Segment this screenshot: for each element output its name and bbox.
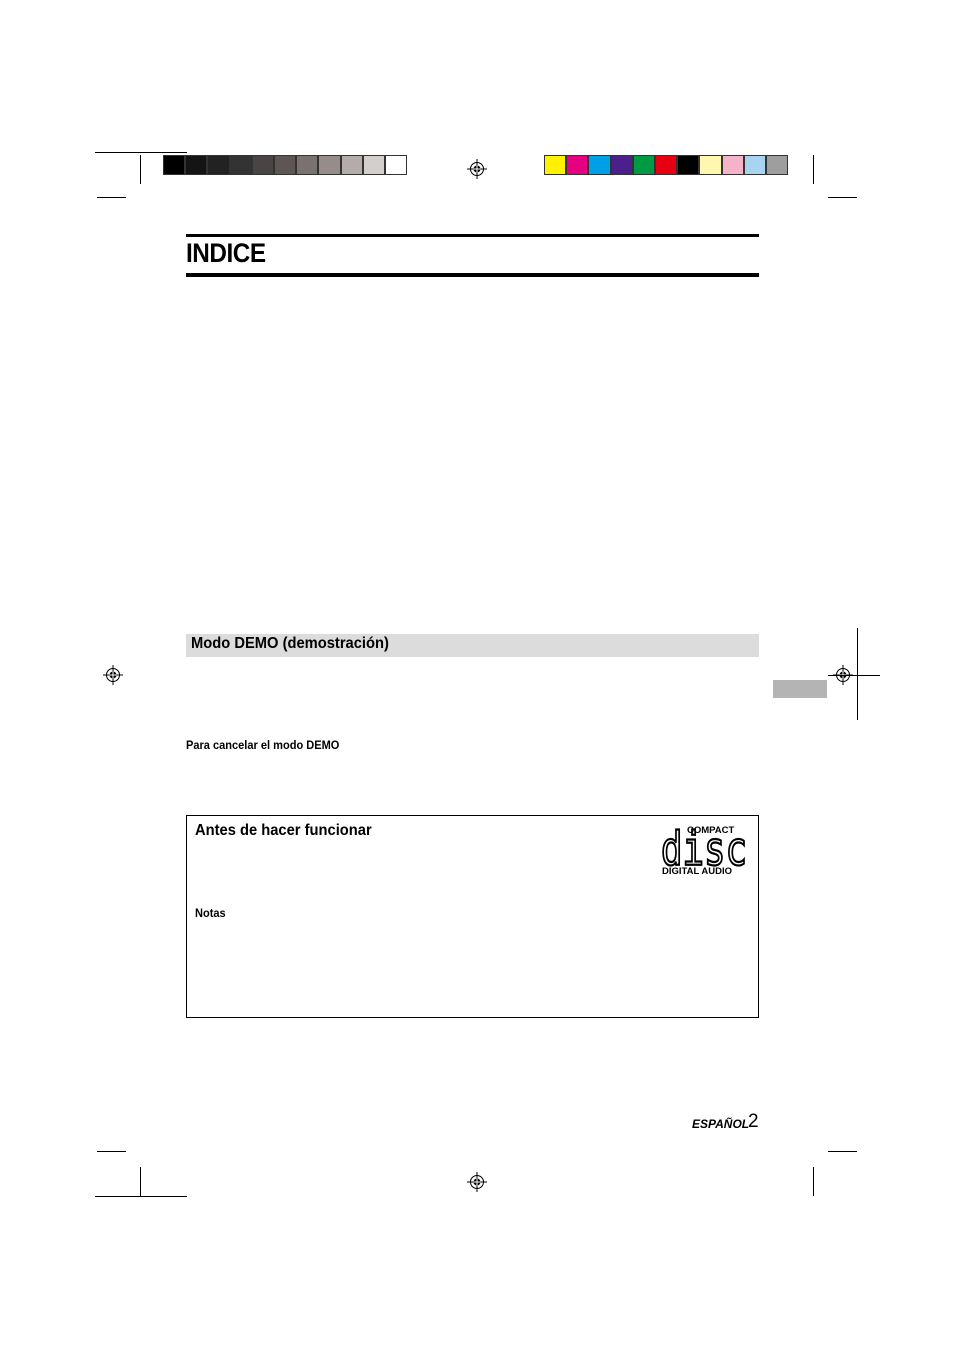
disc-logo-icon (660, 826, 748, 868)
crop-mark-bottom-left-h (97, 1151, 126, 1152)
color-swatch (544, 155, 566, 175)
box-title: Antes de hacer funcionar (195, 822, 372, 839)
crop-mark-top-left-v (140, 155, 141, 184)
color-swatch (230, 155, 252, 175)
color-swatch (185, 155, 207, 175)
registration-line-right (828, 675, 880, 676)
color-swatch (611, 155, 633, 175)
logo-bottom-text: DIGITAL AUDIO (662, 866, 733, 877)
color-swatch (207, 155, 229, 175)
crop-mark-bottom-left-h2 (95, 1196, 187, 1197)
color-swatch (341, 155, 363, 175)
crop-mark-bottom-right-h (828, 1151, 857, 1152)
color-swatch (318, 155, 340, 175)
color-swatch (163, 155, 185, 175)
registration-mark-icon (467, 1172, 487, 1192)
color-swatch (385, 155, 407, 175)
crop-mark-top-right-v (813, 155, 814, 184)
crop-mark-top-left-h2 (97, 197, 126, 198)
color-swatch (699, 155, 721, 175)
color-swatch (766, 155, 788, 175)
color-swatch (722, 155, 744, 175)
crop-mark-bottom-left-v (140, 1167, 141, 1196)
registration-mark-icon (103, 665, 123, 685)
footer-page-number: 2 (748, 1111, 759, 1132)
cancel-demo-subheading: Para cancelar el modo DEMO (186, 738, 340, 752)
title-rule-bottom (186, 273, 759, 277)
crop-mark-bottom-right-v (813, 1167, 814, 1196)
color-swatch (274, 155, 296, 175)
color-swatch (655, 155, 677, 175)
compact-disc-logo (660, 824, 748, 878)
color-swatch (363, 155, 385, 175)
page-title: INDICE (186, 238, 266, 268)
logo-top-text: COMPACT (687, 825, 735, 836)
color-swatch (252, 155, 274, 175)
color-swatch (744, 155, 766, 175)
color-swatch (677, 155, 699, 175)
color-swatch (566, 155, 588, 175)
footer-language: ESPAÑOL (692, 1117, 750, 1131)
side-index-tab (773, 680, 827, 698)
color-swatch (633, 155, 655, 175)
title-rule-top (186, 234, 759, 237)
fold-line-right (857, 628, 858, 720)
crop-mark-top-left-h (95, 152, 187, 153)
logo-main-text: disc (661, 826, 747, 868)
registration-mark-icon (467, 159, 487, 179)
crop-mark-top-right-h (828, 197, 857, 198)
section-heading-bar (186, 634, 759, 657)
notes-label: Notas (195, 906, 226, 920)
color-swatch (588, 155, 610, 175)
color-swatch (296, 155, 318, 175)
section-heading: Modo DEMO (demostración) (191, 635, 389, 652)
